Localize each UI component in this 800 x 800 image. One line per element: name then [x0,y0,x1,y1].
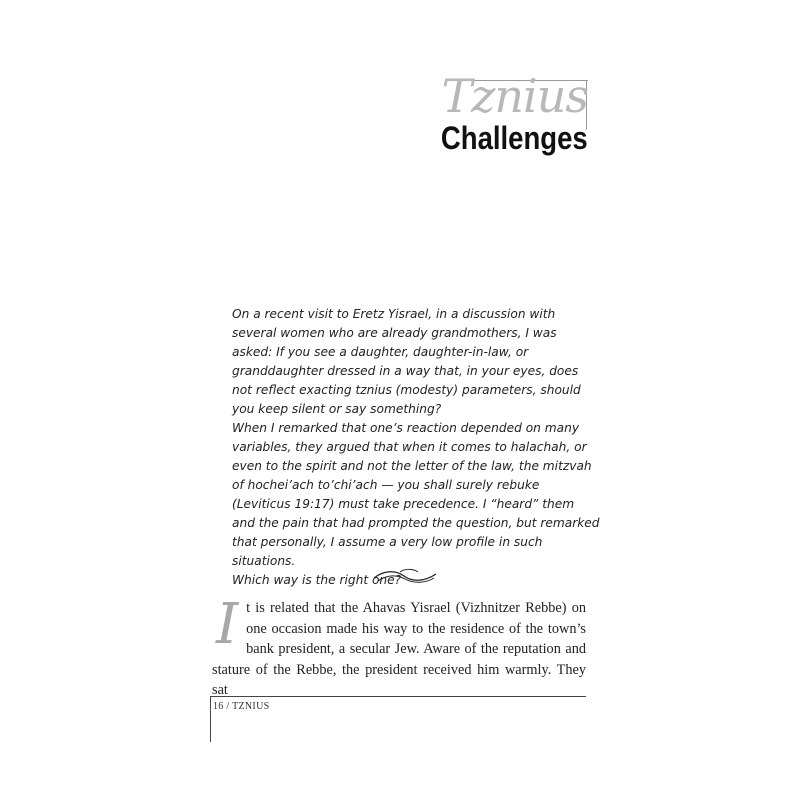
intro-paragraph: On a recent visit to Eretz Yisrael, in a discussion with several women who are already grandmothers, I was asked: If you see a daughter, daughter-in-law, or granddaughter dressed in a way that, in your eyes, does not reflect exacting tznius (modesty) parameters, should you keep silent or say something? [232,307,581,416]
drop-cap: I [216,592,239,657]
body-paragraph [212,592,586,701]
body-text: t is related that the Ahavas Yisrael (Vizhnitzer Rebbe) on one occasion made his way to the residence of the town’s bank president, a secular Jew. Aware of the reputation and stature of the Rebbe, the president received him warmly. They sat [212,600,586,698]
footer-rule [210,696,586,697]
intro-section [232,305,600,590]
intro-paragraph: When I remarked that one’s reaction depended on many variables, they argued that when it comes to halachah, or even to the spirit and not the letter of the law, the mitzvah of hochei’ach to’chi’ach — you shall surely rebuke (Leviticus 19:17) must take precedence. I “heard” them and the pain that had prompted the question, but remarked that personally, I assume a very low profile in such situations. [232,421,600,568]
page-folio: 16 / TZNIUS [213,701,270,712]
chapter-title: Challenges [441,120,588,156]
footer-vertical-rule [210,696,211,742]
intro-paragraph: Which way is the right one? [232,573,402,587]
script-title-word: Tznius [441,69,588,123]
chapter-heading [417,69,588,156]
flourish-ornament-icon [370,566,440,586]
